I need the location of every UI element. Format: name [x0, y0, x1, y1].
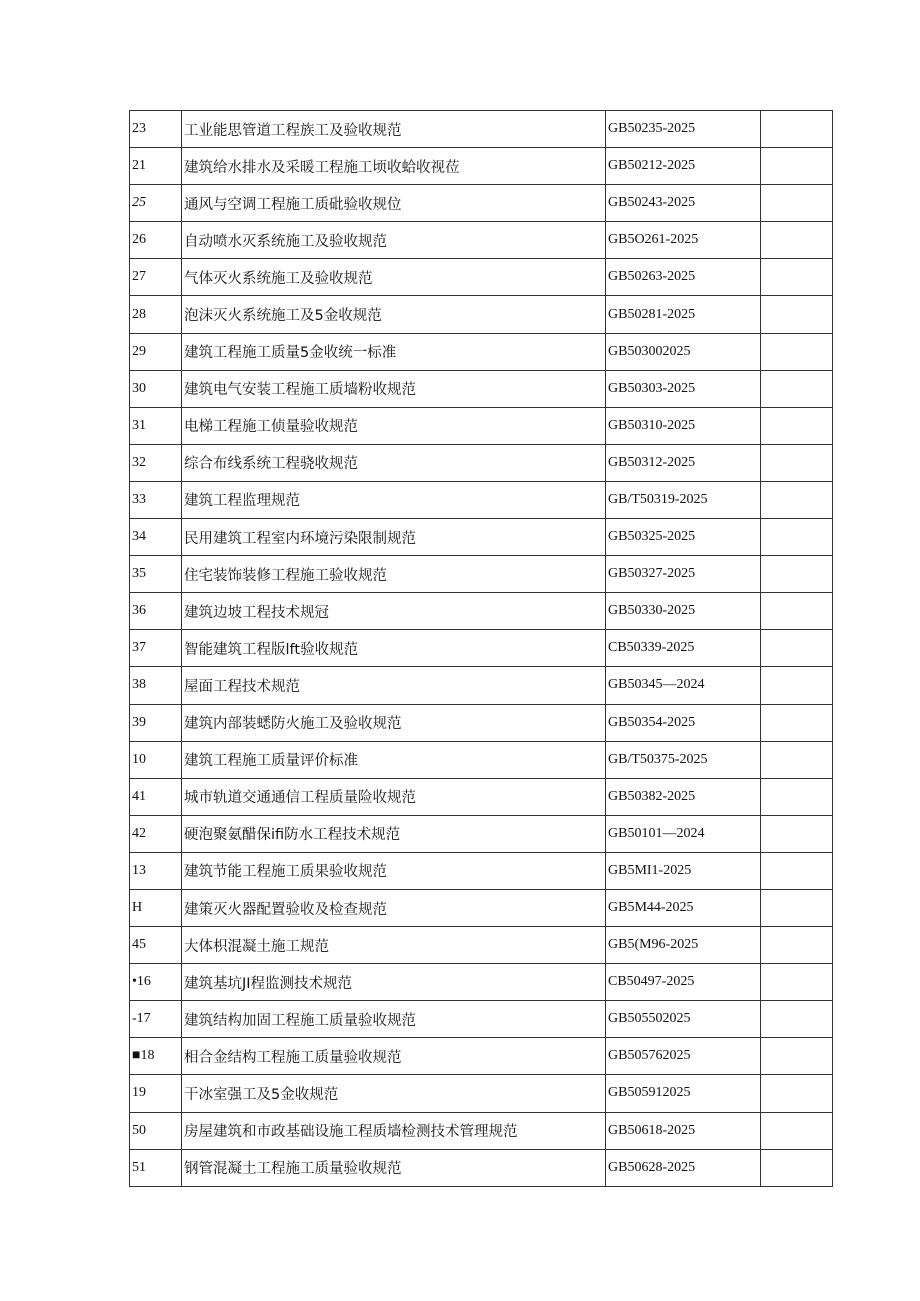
standards-table	[129, 110, 833, 1187]
standard-code: GB50345—2024	[606, 667, 761, 704]
table-row	[130, 852, 833, 889]
standard-code: GB/T50319-2025	[606, 481, 761, 518]
row-number: 26	[130, 222, 182, 259]
standard-name: 建筑内部装蟋防火施工及验收规范	[182, 704, 606, 741]
blank-cell	[761, 1038, 833, 1075]
table-row	[130, 741, 833, 778]
row-number: ■18	[130, 1038, 182, 1075]
standard-code: GB50312-2025	[606, 444, 761, 481]
blank-cell	[761, 741, 833, 778]
row-number: 51	[130, 1149, 182, 1186]
blank-cell	[761, 370, 833, 407]
table-row	[130, 259, 833, 296]
standard-code: GB50243-2025	[606, 185, 761, 222]
blank-cell	[761, 778, 833, 815]
row-number: 35	[130, 556, 182, 593]
row-number: 32	[130, 444, 182, 481]
standard-code: GB50235-2025	[606, 111, 761, 148]
row-number: •16	[130, 964, 182, 1001]
table-row	[130, 148, 833, 185]
blank-cell	[761, 852, 833, 889]
table-row	[130, 964, 833, 1001]
row-number: 21	[130, 148, 182, 185]
standard-name: 硬泡聚氨醋保ifi防水工程技术规范	[182, 815, 606, 852]
standard-code: GB50628-2025	[606, 1149, 761, 1186]
standard-name: 建筑给水排水及采暖工程施工顷收蛤收视莅	[182, 148, 606, 185]
blank-cell	[761, 481, 833, 518]
table-row	[130, 815, 833, 852]
table-row	[130, 889, 833, 926]
standard-name: 建筑工程施工质量5金收统一标准	[182, 333, 606, 370]
row-number: 45	[130, 927, 182, 964]
standard-name: 建筑边坡工程技术规冠	[182, 593, 606, 630]
blank-cell	[761, 556, 833, 593]
standard-code: GB50101—2024	[606, 815, 761, 852]
table-row	[130, 444, 833, 481]
table-row	[130, 407, 833, 444]
table-row	[130, 1112, 833, 1149]
standard-code: GB505912025	[606, 1075, 761, 1112]
table-row	[130, 1038, 833, 1075]
row-number: -17	[130, 1001, 182, 1038]
blank-cell	[761, 1112, 833, 1149]
row-number: 23	[130, 111, 182, 148]
blank-cell	[761, 704, 833, 741]
row-number: 38	[130, 667, 182, 704]
standard-name: 民用建筑工程室内环境污染限制规范	[182, 519, 606, 556]
standard-name: 工业能思管道工程族工及验收规范	[182, 111, 606, 148]
blank-cell	[761, 259, 833, 296]
table-row	[130, 556, 833, 593]
table-row	[130, 519, 833, 556]
table-row	[130, 630, 833, 667]
standard-code: GB503002025	[606, 333, 761, 370]
row-number: 27	[130, 259, 182, 296]
row-number: 39	[130, 704, 182, 741]
standard-code: GB5MI1-2025	[606, 852, 761, 889]
row-number: 41	[130, 778, 182, 815]
row-number: 34	[130, 519, 182, 556]
row-number: 10	[130, 741, 182, 778]
blank-cell	[761, 889, 833, 926]
standard-name: 泡沫灭火系统施工及5金收规范	[182, 296, 606, 333]
blank-cell	[761, 815, 833, 852]
standard-name: 建筑基坑JI程监测技术规范	[182, 964, 606, 1001]
standard-name: 建筑电气安装工程施工质墙粉收规范	[182, 370, 606, 407]
standard-code: GB50303-2025	[606, 370, 761, 407]
row-number: 25	[130, 185, 182, 222]
row-number: 19	[130, 1075, 182, 1112]
blank-cell	[761, 333, 833, 370]
standard-name: 住宅装饰装修工程施工验收规范	[182, 556, 606, 593]
table-row	[130, 481, 833, 518]
standard-name: 建筑工程监理规范	[182, 481, 606, 518]
standard-name: 干冰室强工及5金收规范	[182, 1075, 606, 1112]
standard-name: 建策灭火器配置验收及检查规范	[182, 889, 606, 926]
standard-code: GB505502025	[606, 1001, 761, 1038]
standard-code: GB50327-2025	[606, 556, 761, 593]
blank-cell	[761, 667, 833, 704]
blank-cell	[761, 222, 833, 259]
blank-cell	[761, 444, 833, 481]
table-row	[130, 185, 833, 222]
row-number: 36	[130, 593, 182, 630]
standard-code: GB5O261-2025	[606, 222, 761, 259]
standards-table-body	[130, 111, 833, 1187]
standard-name: 智能建筑工程版lft验收规范	[182, 630, 606, 667]
standard-name: 气体灭火系统施工及验收规范	[182, 259, 606, 296]
standard-code: GB50618-2025	[606, 1112, 761, 1149]
table-row	[130, 778, 833, 815]
standard-name: 屋面工程技术规范	[182, 667, 606, 704]
standard-name: 建筑节能工程施工质果验收规范	[182, 852, 606, 889]
standard-code: GB505762025	[606, 1038, 761, 1075]
table-row	[130, 222, 833, 259]
table-row	[130, 296, 833, 333]
standard-name: 房屋建筑和市政基础设施工程质墙检测技术管理规范	[182, 1112, 606, 1149]
standard-name: 相合金结构工程施工质量验收规范	[182, 1038, 606, 1075]
standard-name: 建筑结构加固工程施工质量验收规范	[182, 1001, 606, 1038]
standard-code: GB50325-2025	[606, 519, 761, 556]
blank-cell	[761, 407, 833, 444]
blank-cell	[761, 296, 833, 333]
row-number: 29	[130, 333, 182, 370]
standard-name: 综合布线系统工程骁收规范	[182, 444, 606, 481]
row-number: 33	[130, 481, 182, 518]
standard-code: GB50354-2025	[606, 704, 761, 741]
blank-cell	[761, 1001, 833, 1038]
standard-code: GB5(M96-2025	[606, 927, 761, 964]
standard-code: GB50310-2025	[606, 407, 761, 444]
table-row	[130, 1001, 833, 1038]
blank-cell	[761, 111, 833, 148]
blank-cell	[761, 185, 833, 222]
standard-code: CB50497-2025	[606, 964, 761, 1001]
row-number: H	[130, 889, 182, 926]
table-row	[130, 370, 833, 407]
standard-code: GB50382-2025	[606, 778, 761, 815]
table-row	[130, 593, 833, 630]
blank-cell	[761, 630, 833, 667]
row-number: 37	[130, 630, 182, 667]
standard-name: 自动喷水灭系统施工及验收规范	[182, 222, 606, 259]
table-row	[130, 704, 833, 741]
standard-name: 钢管混凝土工程施工质量验收规范	[182, 1149, 606, 1186]
standard-name: 大体枳混凝土施工规范	[182, 927, 606, 964]
standard-name: 电梯工程施工侦量验收规范	[182, 407, 606, 444]
blank-cell	[761, 964, 833, 1001]
table-row	[130, 111, 833, 148]
row-number: 28	[130, 296, 182, 333]
blank-cell	[761, 593, 833, 630]
row-number: 13	[130, 852, 182, 889]
table-row	[130, 927, 833, 964]
standard-code: GB50330-2025	[606, 593, 761, 630]
blank-cell	[761, 1075, 833, 1112]
blank-cell	[761, 148, 833, 185]
standard-code: GB50281-2025	[606, 296, 761, 333]
blank-cell	[761, 519, 833, 556]
row-number: 30	[130, 370, 182, 407]
table-row	[130, 1149, 833, 1186]
standard-name: 城市轨道交通通信工程质量险收规范	[182, 778, 606, 815]
standard-code: GB50212-2025	[606, 148, 761, 185]
standard-code: GB5M44-2025	[606, 889, 761, 926]
row-number: 42	[130, 815, 182, 852]
row-number: 50	[130, 1112, 182, 1149]
table-row	[130, 333, 833, 370]
row-number: 31	[130, 407, 182, 444]
standard-code: GB50263-2025	[606, 259, 761, 296]
standard-name: 建筑工程施工质量评价标准	[182, 741, 606, 778]
blank-cell	[761, 927, 833, 964]
standard-code: GB/T50375-2025	[606, 741, 761, 778]
table-row	[130, 1075, 833, 1112]
blank-cell	[761, 1149, 833, 1186]
table-row	[130, 667, 833, 704]
standard-name: 通风与空调工程施工质砒验收规位	[182, 185, 606, 222]
standard-code: CB50339-2025	[606, 630, 761, 667]
